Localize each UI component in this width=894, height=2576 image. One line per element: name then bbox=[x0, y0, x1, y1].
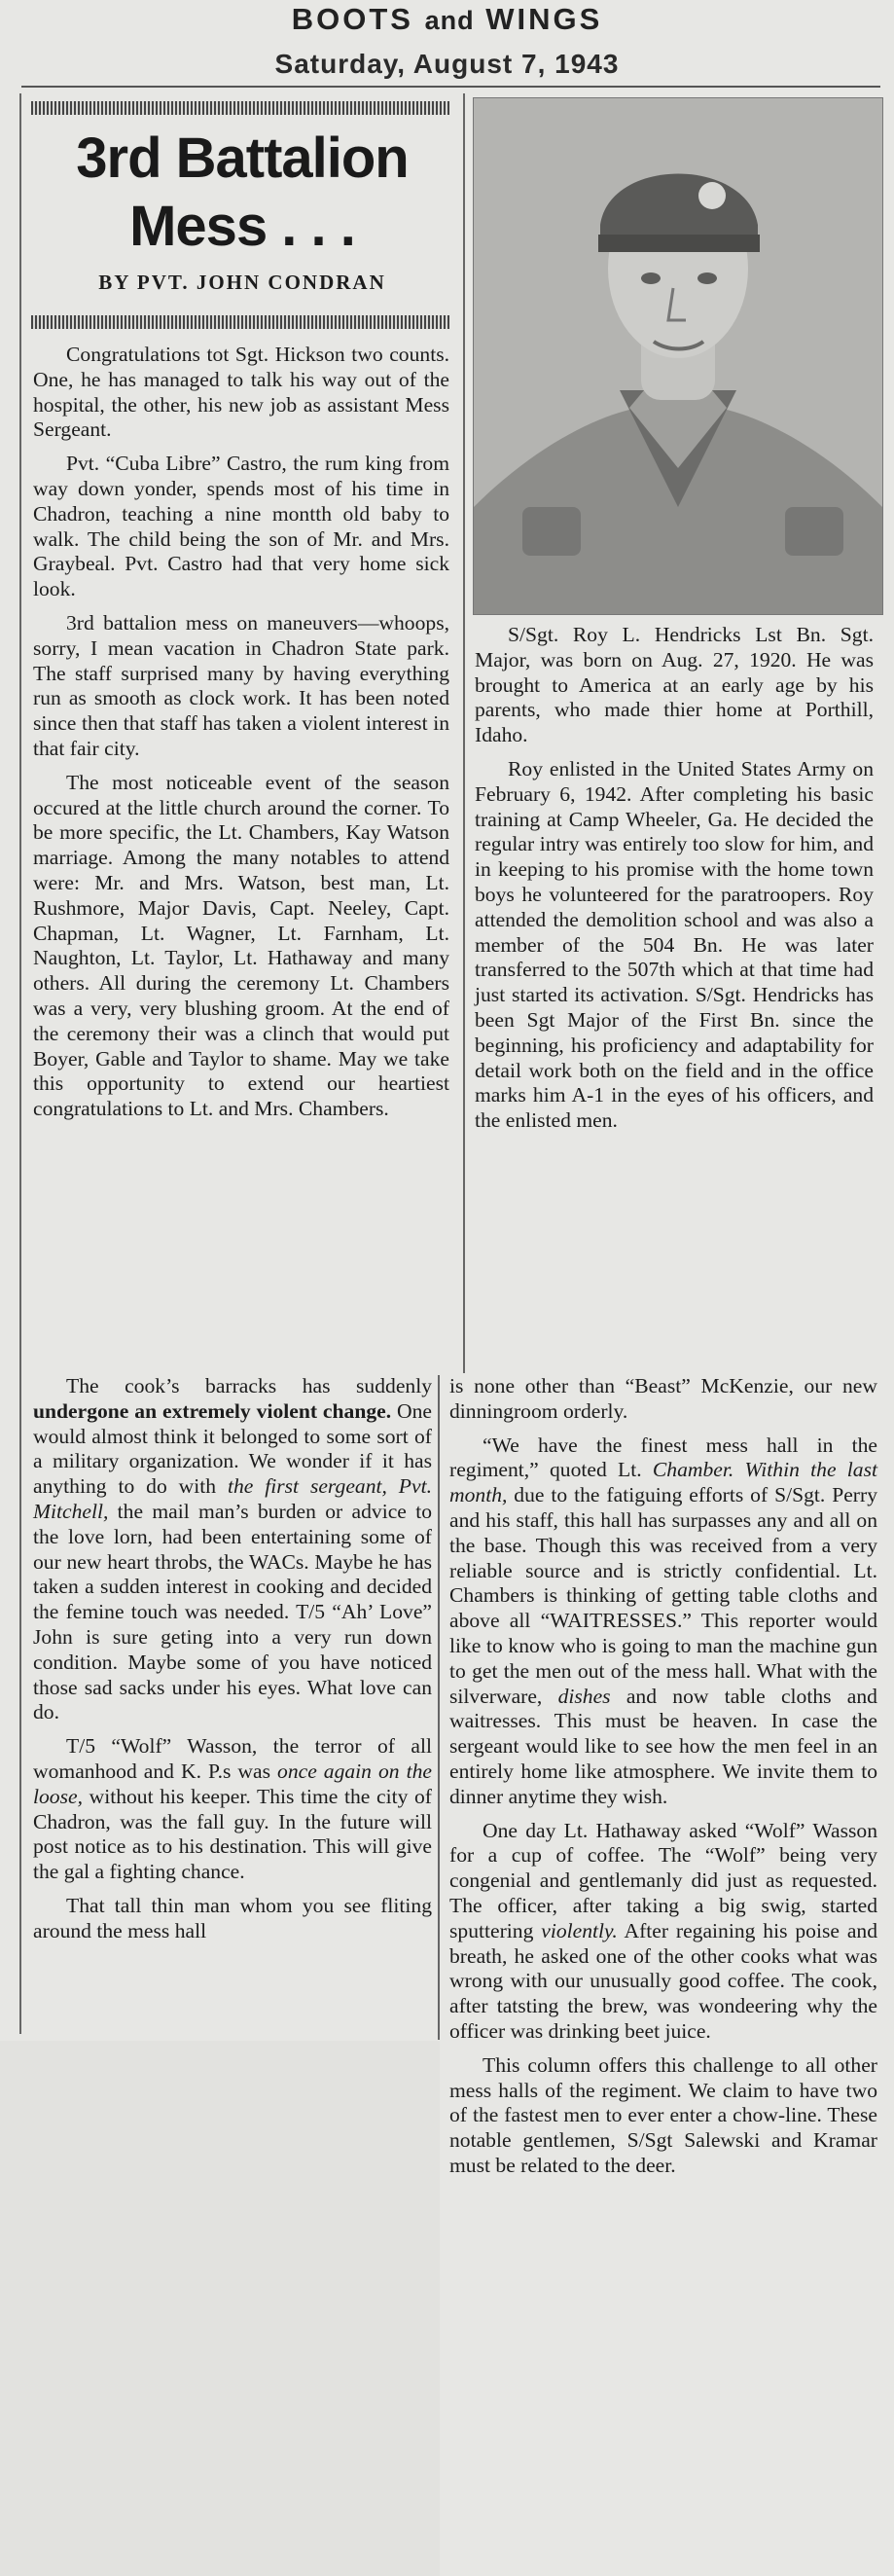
column-divider-top bbox=[463, 93, 465, 1373]
p5-text-c: the mail man’s burden or advice to the love lorn, had been entertaining some of our new heart throbs, the WACs. Maybe he has taken a sudden interest in cooking and decided the femine touch was needed. T/5 “Ah’ Love” John is sure geting into a very run down condition. Maybe some of you have noticed those sad sacks under his eyes. What love can do. bbox=[33, 1499, 432, 1724]
title-word-wings: WINGS bbox=[485, 2, 603, 36]
blank-area bbox=[0, 2041, 440, 2576]
article-column-2-lower bbox=[449, 1374, 877, 2188]
paragraph-11: This column offers this challenge to all other mess halls of the regiment. We claim to have two of the fastest men to ever enter a chow-line. These notable gentlemen, S/Sgt Salewski and Kramar must be related to the deer. bbox=[449, 2052, 877, 2177]
article-byline: BY PVT. JOHN CONDRAN bbox=[98, 271, 386, 294]
caption-paragraph-2: Roy enlisted in the United States Army on February 6, 1942. After completing his basic training at Camp Wheeler, Ga. He decided the regular intry was entirely too slow for him, and in keeping to his promise with the home town boys he volunteered for the paratroopers. Roy attended the demolition school and was also a member of the 504 Bn. He was later transferred to the 507th which at that time had just started its activation. S/Sgt. Hendricks has been Sgt Major of the First Bn. since the beginning, his proficiency and adaptability for detail work both on the field and in the office marks him A-1 in the eyes of his officers, and the enlisted men. bbox=[475, 756, 874, 1133]
article-headline bbox=[27, 125, 457, 261]
left-column-rule bbox=[19, 93, 21, 2034]
p10-text-a: One day Lt. Hathaway asked “Wolf” Wasson for a cup of coffee. The “Wolf” being very congenial and gentlemanly did just as requested. The officer, after taking a big swig, started sputtering bbox=[449, 1818, 877, 1942]
masthead bbox=[0, 0, 894, 90]
article-column-1 bbox=[33, 343, 449, 1131]
p10-text-b: After regaining his poise and breath, he asked one of the other cooks what was wrong with our unusually good coffee. The cook, after tatsting the brew, was wondeering why the officer was drinking beet juice. bbox=[449, 1918, 877, 2043]
p9-text-a: “We have the finest mess hall in the regiment,” quoted Lt. bbox=[449, 1433, 877, 1482]
p6-italic: once again on the loose, bbox=[33, 1759, 432, 1808]
p9-italic: Chamber. Within the last month, bbox=[449, 1458, 877, 1507]
soldier-portrait-illustration bbox=[474, 98, 882, 614]
headline-line-1: 3rd Battalion bbox=[76, 127, 409, 190]
paragraph-10 bbox=[449, 1819, 877, 2045]
p9-italic-2: dishes bbox=[557, 1684, 611, 1708]
p5-italic: the first sergeant, Pvt. Mitchell, bbox=[33, 1474, 432, 1523]
column-divider-bottom bbox=[438, 1375, 440, 2040]
issue-date: Saturday, August 7, 1943 bbox=[274, 49, 620, 79]
paragraph-8: is none other than “Beast” McKenzie, our new dinningroom orderly. bbox=[449, 1374, 877, 1423]
p9-text-c: and now table cloths and waitresses. This must be heaven. In case the sergeant would like to see how the men feel in an entirely home like atmosphere. We invite them to dinner anytime they wish. bbox=[449, 1684, 877, 1808]
p9-text-b: due to the fatiguing efforts of S/Sgt. Perry and his staff, this hall has surpasses any and all on the base. Though this was received from a very reliable source and is strictly confidential. Lt. Chambers is thinking of getting table cloths and above all “WAITRESSES.” This reporter would like to know who is going to man the machine gun to get the men out of the mess hall. What with the silverware, bbox=[449, 1483, 877, 1708]
title-word-and: and bbox=[424, 6, 475, 35]
p6-text-b: without his keeper. This time the city of Chadron, was the fall guy. In the future will post notice as to his destination. This will give the gal a fighting chance. bbox=[33, 1784, 432, 1884]
headline-rule-top bbox=[31, 101, 449, 115]
paragraph-6 bbox=[33, 1734, 432, 1885]
paragraph-7: That tall thin man whom you see fliting around the mess hall bbox=[33, 1893, 432, 1942]
p5-text-b: One would almost think it belonged to some sort of a military organization. We wonder if it has anything to do with bbox=[33, 1398, 433, 1499]
paragraph-9 bbox=[449, 1433, 877, 1810]
paragraph-4: The most noticeable event of the season occured at the little church around the corner. To be more specific, the Lt. Chambers, Kay Watson marriage. Among the many notables to attend were: Mr. and Mrs. Watson, best man, Lt. Rushmore, Major Davis, Capt. Neeley, Capt. Chapman, Lt. Wagner, Lt. Farnham, Lt. Naughton, Lt. Taylor, Lt. Hathaway and many others. All during the ceremony Lt. Chambers was a very, very blushing groom. At the end of the ceremony their was a clinch that would put Boyer, Gable and Taylor to shame. May we take this opportunity to extend our heartiest congratulations to Lt. and Mrs. Chambers. bbox=[33, 770, 449, 1121]
headline-rule-bottom bbox=[31, 315, 449, 329]
paragraph-5 bbox=[33, 1374, 432, 1725]
caption-paragraph-1: S/Sgt. Roy L. Hendricks Lst Bn. Sgt. Major, was born on Aug. 27, 1920. He was brought to America at an early age by his parents, who made thier home at Porthill, Idaho. bbox=[475, 623, 874, 747]
p6-text-a: T/5 “Wolf” Wasson, the terror of all womanhood and K. P.s was bbox=[33, 1734, 432, 1783]
title-word-boots: BOOTS bbox=[291, 2, 413, 36]
paragraph-1: Congratulations tot Sgt. Hickson two counts. One, he has managed to talk his way out of the hospital, the other, his new job as assistant Mess Sergeant. bbox=[33, 343, 449, 442]
paragraph-3: 3rd battalion mess on maneuvers—whoops, sorry, I mean vacation in Chadron State park. The staff surprised many by having everything run as smooth as clock work. It has been noted since then that staff has taken a violent interest in that fair city. bbox=[33, 610, 449, 760]
headline-line-2: Mess . . . bbox=[129, 195, 355, 258]
portrait-photo bbox=[473, 97, 883, 615]
paragraph-2: Pvt. “Cuba Libre” Castro, the rum king from way down yonder, spends most of his time in Chadron, teaching a nine montth old baby to walk. The child being the son of Mr. and Mrs. Graybeal. Pvt. Castro had that very home sick look. bbox=[33, 452, 449, 601]
sidebar-caption bbox=[475, 623, 874, 1143]
p5-bold: undergone an extremely violent change. bbox=[33, 1398, 392, 1423]
masthead-rule bbox=[21, 86, 880, 88]
p5-text-a: The cook’s barracks has suddenly bbox=[66, 1374, 432, 1397]
article-column-1-lower bbox=[33, 1374, 432, 1953]
p10-italic: violently. bbox=[541, 1918, 618, 1942]
publication-title bbox=[0, 2, 894, 37]
